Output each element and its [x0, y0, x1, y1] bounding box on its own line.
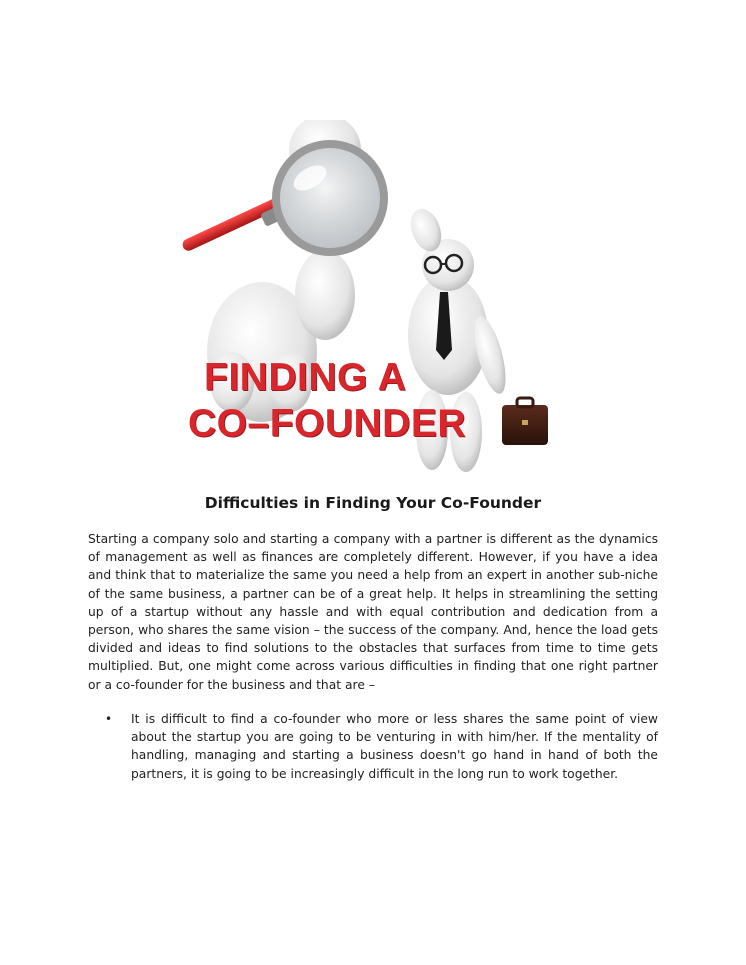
hero-title-line1: FINDING A [204, 356, 407, 399]
hero-illustration [170, 120, 570, 480]
briefcase-icon [502, 398, 548, 445]
intro-paragraph: Starting a company solo and starting a company with a partner is different as the dynamics of management as well as finances are completely different. However, if you have a idea and think that to materialize the same you need a help from an expert in another sub-niche of the same business, a partner can be of a great help. It helps in streamlining the setting up of a startup without any hassle and with equal contribution and dedication from a person, who shares the same vision – the success of the company. And, hence the load gets divided and ideas to find solutions to the obstacles that surfaces from time to time gets multiplied. But, one might come across various difficulties in finding that one right partner or a co-founder for the business and that are – [88, 532, 658, 692]
bullet-list [88, 710, 658, 783]
magnifying-glass-icon [181, 140, 388, 256]
hero-title-line2: CO–FOUNDER [188, 402, 467, 445]
bullet-marker: • [105, 712, 113, 726]
bullet-text: It is difficult to find a co-founder who more or less shares the same point of view about the startup you are going to be venturing in with him/her. If the mentality of handling, managing and starting a business doesn't go hand in hand of both the partners, it is going to be increasingly difficult in the long run to work together. [131, 712, 658, 781]
article-heading: Difficulties in Finding Your Co-Founder [204, 494, 542, 512]
list-item [88, 710, 658, 783]
